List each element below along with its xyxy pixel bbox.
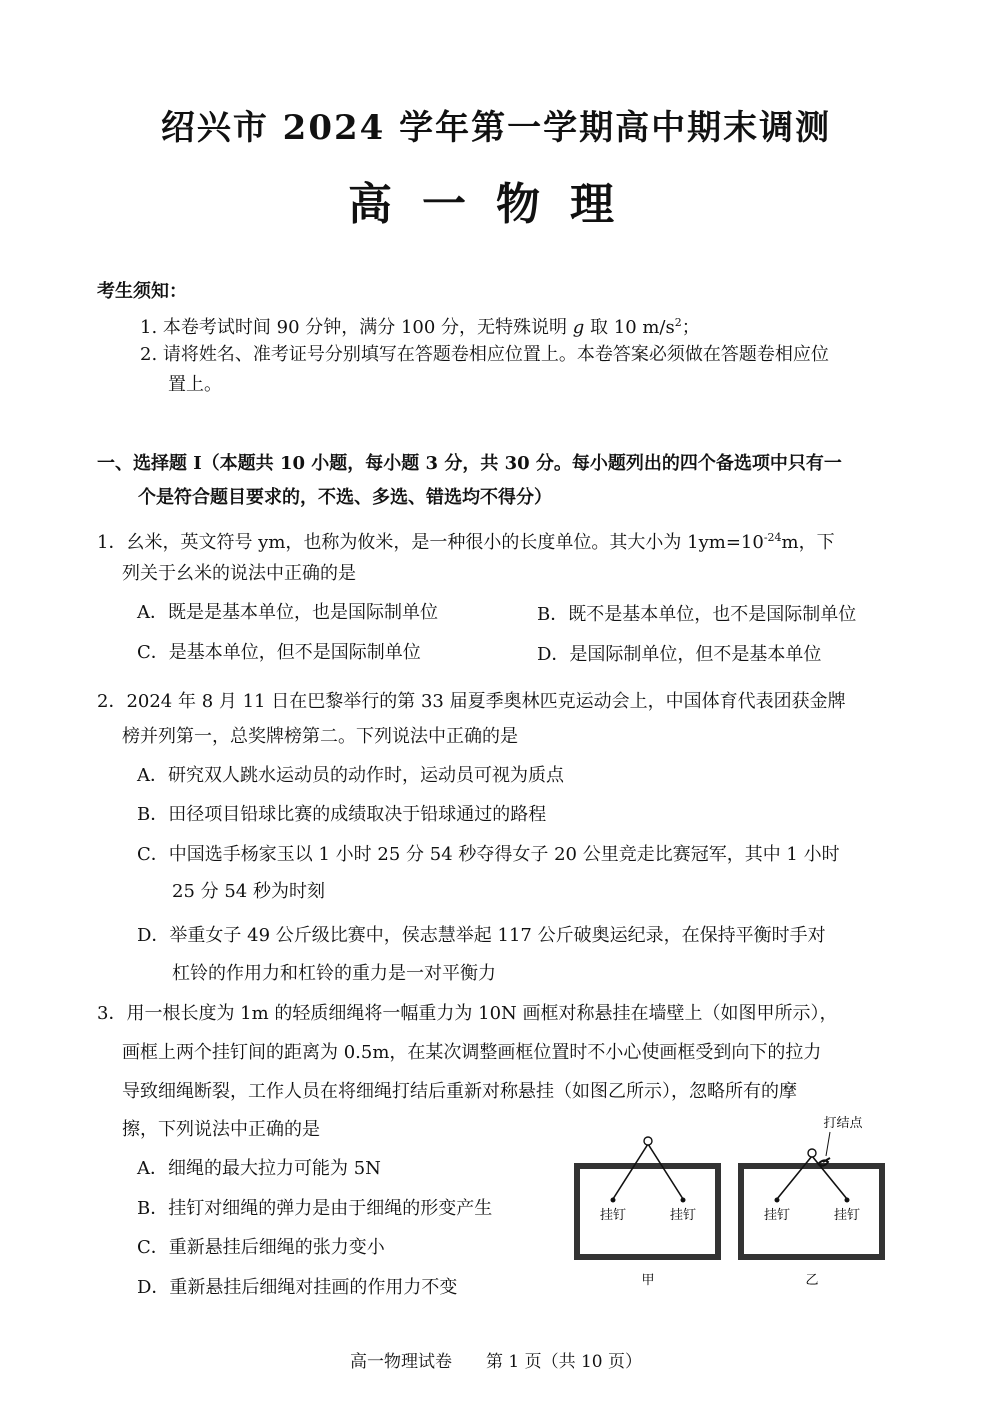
notice-item-1-sup: 2: [674, 316, 682, 329]
nail-label-jia-right: 挂钉: [669, 1208, 697, 1223]
nail-yi-left: [775, 1198, 780, 1203]
nail-yi-right: [845, 1198, 850, 1203]
notice-item-1-text: 1. 本卷考试时间 90 分钟，满分 100 分，无特殊说明: [140, 317, 573, 338]
frame-yi: [741, 1115, 882, 1288]
frame-jia: [577, 1137, 718, 1288]
q1-stem-post: m，下: [781, 532, 835, 553]
notice-item-1-mid: 取 10 m/s: [584, 317, 675, 338]
q2-option-d-line-2: 杠铃的作用力和杠铃的重力是一对平衡力: [172, 963, 496, 984]
q3-option-b: B．挂钉对细绳的弹力是由于细绳的形变产生: [137, 1198, 493, 1219]
notice-item-1-end: ；: [681, 317, 700, 338]
caption-yi: 乙: [805, 1273, 819, 1288]
knot-pointer: [826, 1132, 830, 1156]
q1-option-a: A．既是是基本单位，也是国际制单位: [137, 602, 438, 623]
q1-option-b: B．既不是基本单位，也不是国际制单位: [537, 604, 857, 625]
notice-item-1-g: g: [572, 317, 585, 338]
caption-jia: 甲: [641, 1273, 655, 1288]
q2-option-a: A．研究双人跳水运动员的动作时，运动员可视为质点: [137, 765, 564, 786]
rope-jia-left: [613, 1144, 648, 1199]
q1-option-d: D．是国际制单位，但不是基本单位: [537, 644, 822, 665]
q2-stem-line-1: 2．2024 年 8 月 11 日在巴黎举行的第 33 届夏季奥林匹克运动会上，中国体育代表团获金牌: [97, 691, 846, 712]
nail-jia-right: [681, 1198, 686, 1203]
notice-item-1: [140, 311, 700, 340]
q3-option-c: C．重新悬挂后细绳的张力变小: [137, 1237, 385, 1258]
rope-jia-right: [648, 1144, 683, 1199]
q3-option-a: A．细绳的最大拉力可能为 5N: [137, 1158, 381, 1179]
notice-item-2-line-1: 2. 请将姓名、准考证号分别填写在答题卷相应位置上。本卷答案必须做在答题卷相应位: [140, 344, 829, 365]
nail-label-yi-right: 挂钉: [833, 1208, 861, 1223]
notice-item-2-line-2: 置上。: [168, 374, 222, 395]
q1-option-c: C．是基本单位，但不是国际制单位: [137, 642, 421, 663]
section-1-heading: 一、选择题 I（本题共 10 小题，每小题 3 分，共 30 分。每小题列出的四个备选项中只有一: [97, 453, 842, 474]
exam-title: 绍兴市 2024 学年第一学期高中期末调测: [160, 108, 832, 148]
rope-yi-left: [777, 1156, 812, 1199]
q2-option-b: B．田径项目铅球比赛的成绩取决于铅球通过的路程: [137, 804, 547, 825]
notice-heading: 考生须知：: [97, 281, 187, 302]
q3-option-d: D．重新悬挂后细绳对挂画的作用力不变: [137, 1277, 458, 1298]
rope-yi-right: [812, 1156, 847, 1199]
nail-label-jia-left: 挂钉: [599, 1208, 627, 1223]
wall-nail-yi: [808, 1149, 816, 1157]
section-1-heading-cont: 个是符合题目要求的，不选、多选、错选均不得分）: [138, 487, 552, 508]
q2-option-c-line-1: C．中国选手杨家玉以 1 小时 25 分 54 秒夺得女子 20 公里竞走比赛冠军，其中 1 小时: [137, 844, 840, 865]
q2-option-c-line-2: 25 分 54 秒为时刻: [172, 881, 325, 902]
exam-subject: 高一物理: [348, 179, 644, 230]
q1-stem-sup: -24: [763, 531, 782, 544]
knot-label: 打结点: [823, 1116, 863, 1131]
frame-jia-border: [577, 1166, 718, 1257]
hanging-frame-figure: [560, 1108, 900, 1294]
q2-stem-line-2: 榜并列第一，总奖牌榜第二。下列说法中正确的是: [122, 726, 518, 747]
q3-stem-line-4: 擦，下列说法中正确的是: [122, 1119, 320, 1140]
q1-stem-text: 1．幺米，英文符号 ym，也称为攸米，是一种很小的长度单位。其大小为 1ym=10: [97, 532, 764, 553]
q1-stem-line-2: 列关于幺米的说法中正确的是: [122, 563, 356, 584]
frame-yi-border: [741, 1166, 882, 1257]
nail-label-yi-left: 挂钉: [763, 1208, 791, 1223]
page-footer: 高一物理试卷 第 1 页（共 10 页）: [349, 1352, 643, 1372]
q3-stem-line-2: 画框上两个挂钉间的距离为 0.5m，在某次调整画框位置时不小心使画框受到向下的拉力: [122, 1042, 822, 1063]
wall-nail-jia: [644, 1137, 652, 1145]
q3-stem-line-3: 导致细绳断裂，工作人员在将细绳打结后重新对称悬挂（如图乙所示），忽略所有的摩: [122, 1081, 797, 1102]
q2-option-d-line-1: D．举重女子 49 公斤级比赛中，侯志慧举起 117 公斤破奥运纪录，在保持平衡时手对: [137, 925, 826, 946]
q1-stem-line-1: [97, 526, 835, 555]
nail-jia-left: [611, 1198, 616, 1203]
q3-stem-line-1: 3．用一根长度为 1m 的轻质细绳将一幅重力为 10N 画框对称悬挂在墙壁上（如图甲所示），: [97, 1003, 838, 1024]
